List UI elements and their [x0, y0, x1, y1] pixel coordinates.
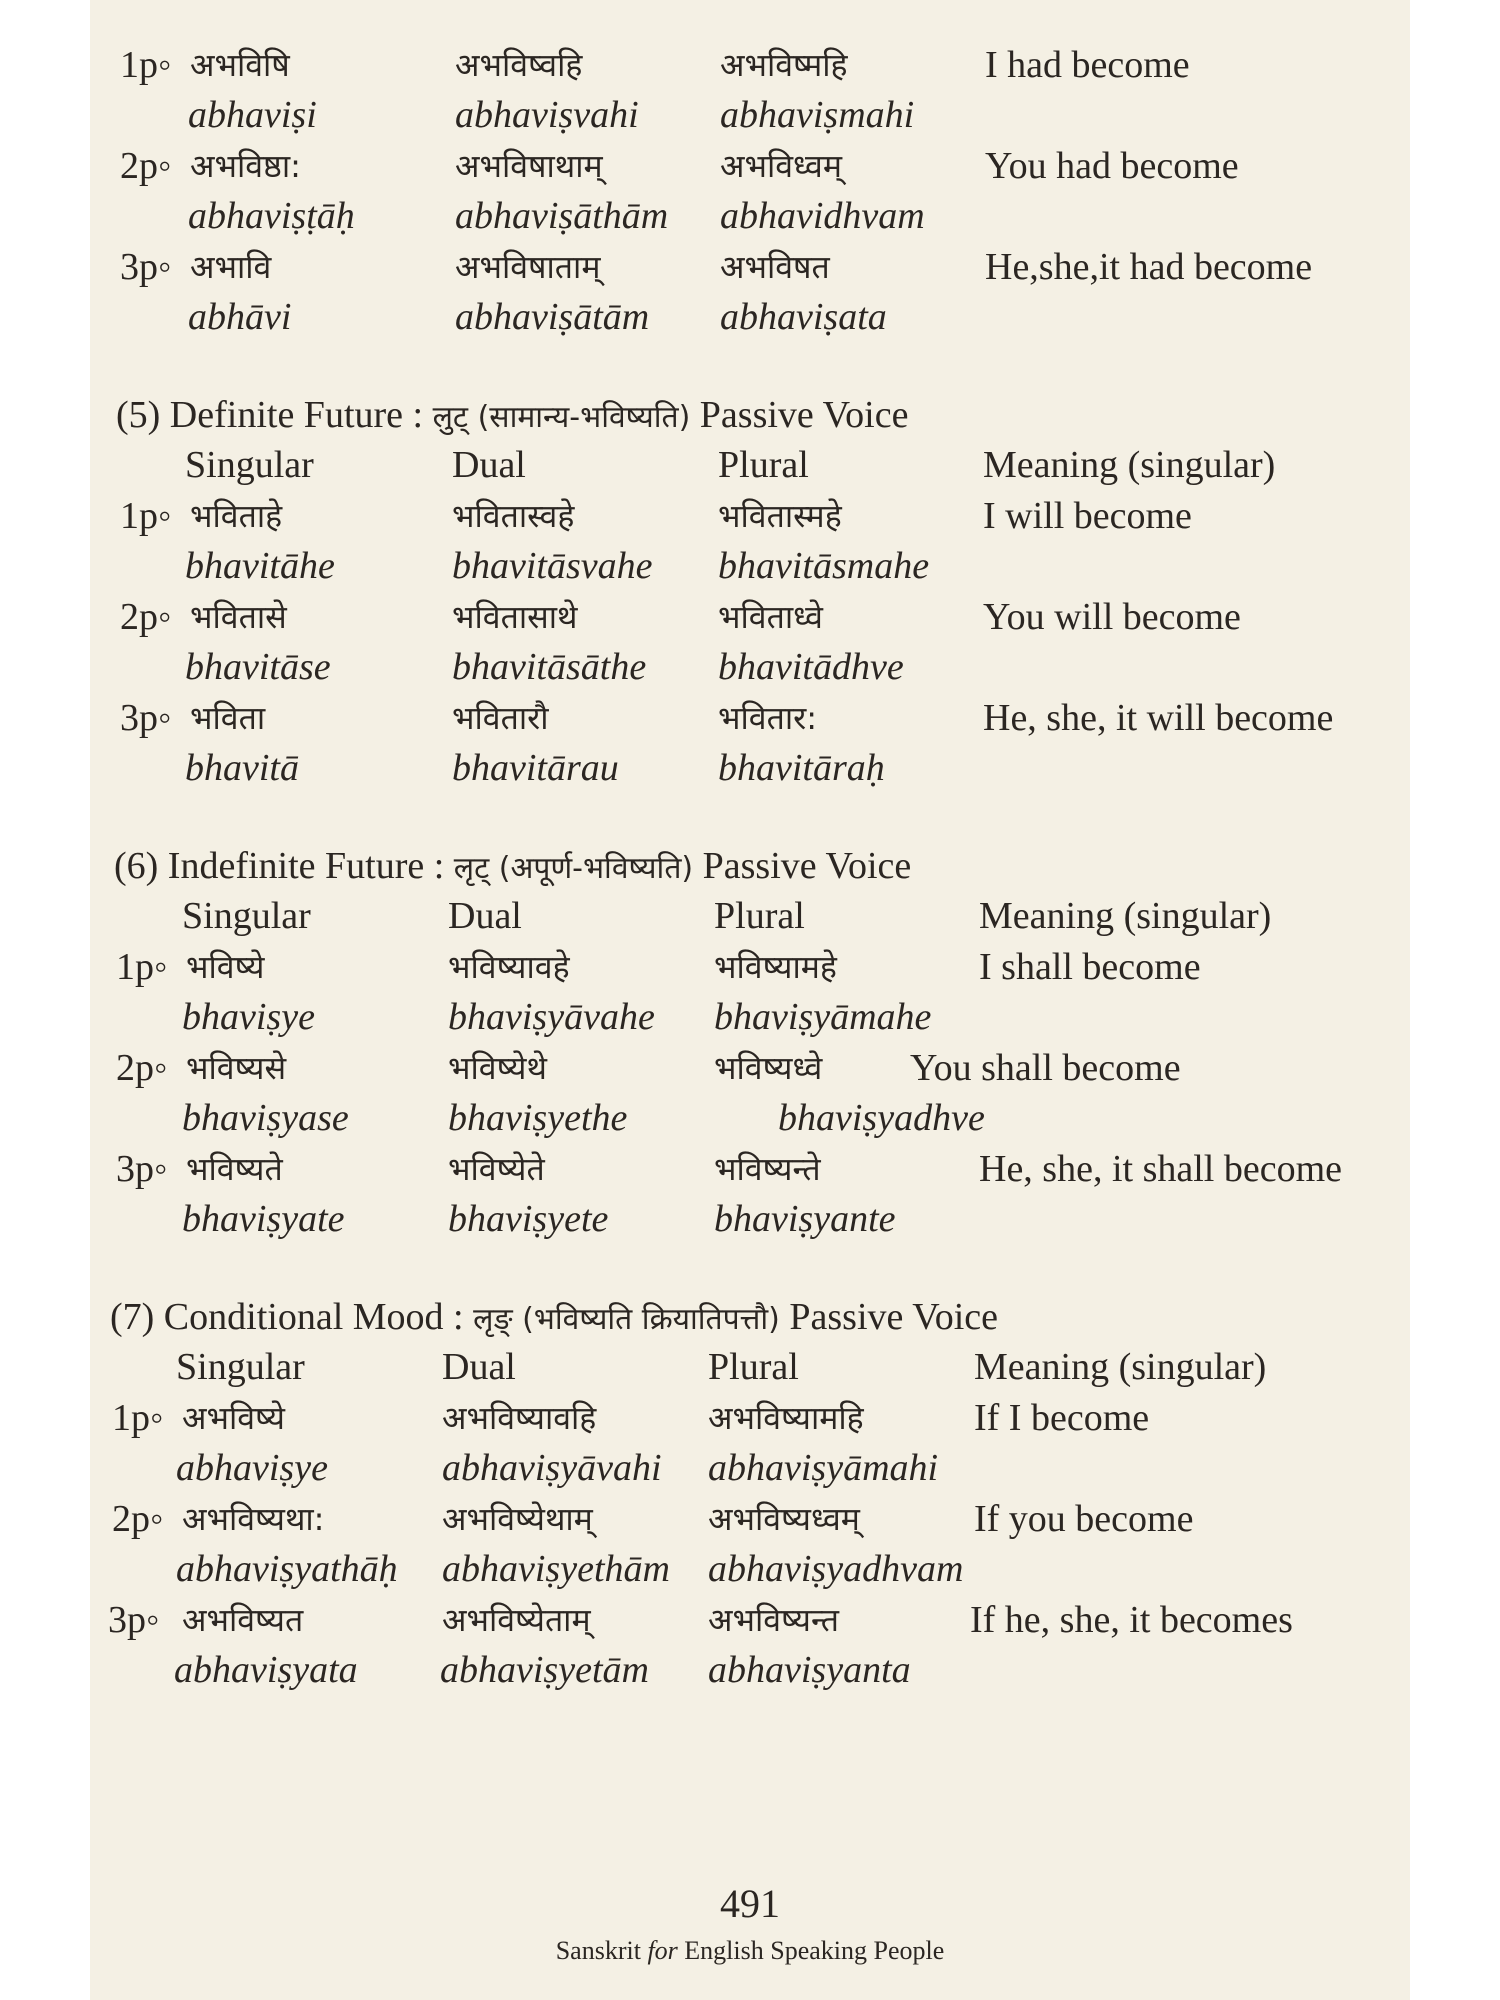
plural-devanagari: अभविषत [720, 248, 830, 286]
person-label: 1p◦ [112, 1397, 164, 1439]
singular-devanagari: भवितासे [190, 598, 287, 636]
meaning: If I become [974, 1397, 1150, 1439]
singular-translit: abhaviṣyata [174, 1649, 358, 1691]
singular-translit: bhavitā [185, 747, 299, 789]
dual-translit: bhaviṣyethe [448, 1097, 628, 1139]
section-voice: Passive Voice [779, 1296, 999, 1338]
singular-devanagari: अभविष्यथा: [182, 1500, 325, 1538]
running-footer [90, 1936, 1410, 1966]
dual-translit: abhaviṣyethām [442, 1548, 670, 1590]
section-title-devanagari: लुट् (सामान्य-भविष्यति) [432, 400, 691, 435]
header-plural: Plural [714, 895, 805, 937]
dual-devanagari: भवितास्वहे [452, 497, 575, 535]
section-title: (7) Conditional Mood : [110, 1296, 474, 1338]
dual-translit: abhaviṣyāvahi [442, 1447, 662, 1489]
plural-devanagari: अभविष्यध्वम् [708, 1500, 860, 1538]
meaning: He,she,it had become [985, 246, 1313, 288]
singular-translit: bhavitāse [185, 646, 331, 688]
dual-translit: bhaviṣyāvahe [448, 996, 655, 1038]
dual-devanagari: भविष्येथे [448, 1049, 547, 1087]
meaning: You will become [983, 596, 1241, 638]
singular-devanagari: अभविष्यत [182, 1601, 304, 1639]
plural-devanagari: भवितास्महे [718, 497, 842, 535]
section-title-devanagari: लृट् (अपूर्ण-भविष्यति) [453, 851, 694, 886]
meaning: You had become [985, 145, 1239, 187]
footer-text-post: English Speaking People [677, 1936, 945, 1965]
header-dual: Dual [442, 1346, 516, 1388]
section-title: (5) Definite Future : [116, 394, 433, 436]
dual-translit: bhavitāsāthe [452, 646, 647, 688]
dual-devanagari: भवितासाथे [452, 598, 578, 636]
section-title: (6) Indefinite Future : [114, 845, 454, 887]
singular-translit: bhavitāhe [185, 545, 335, 587]
footer-text-italic: for [647, 1936, 678, 1965]
person-label: 3p◦ [108, 1599, 160, 1641]
dual-devanagari: अभविष्वहि [455, 46, 583, 84]
singular-devanagari: भविष्यते [186, 1150, 283, 1188]
dual-translit: bhavitāsvahe [452, 545, 653, 587]
singular-devanagari: भविताहे [190, 497, 283, 535]
dual-translit: abhaviṣātām [455, 296, 650, 338]
singular-devanagari: अभविषि [190, 46, 290, 84]
singular-devanagari: अभविष्ठा: [190, 147, 301, 185]
section-6-heading [114, 843, 911, 892]
singular-translit: abhaviṣi [188, 94, 317, 136]
meaning: You shall become [910, 1047, 1181, 1089]
header-dual: Dual [452, 444, 526, 486]
dual-devanagari: भविष्यावहे [448, 948, 570, 986]
singular-translit: abhaviṣyathāḥ [176, 1548, 398, 1590]
person-label: 2p◦ [120, 596, 172, 638]
person-label: 2p◦ [120, 145, 172, 187]
person-label: 3p◦ [120, 246, 172, 288]
singular-devanagari: अभावि [190, 248, 272, 286]
header-meaning: Meaning (singular) [979, 895, 1272, 937]
dual-devanagari: अभविषाथाम् [455, 147, 603, 185]
plural-translit: abhaviṣata [720, 296, 887, 338]
plural-devanagari: भविष्यामहे [714, 948, 837, 986]
dual-devanagari: अभविषाताम् [455, 248, 601, 286]
singular-translit: bhaviṣye [182, 996, 315, 1038]
plural-translit: abhavidhvam [720, 195, 925, 237]
plural-devanagari: अभविष्यामहि [708, 1399, 864, 1437]
section-voice: Passive Voice [693, 845, 912, 887]
section-title-devanagari: लृङ् (भविष्यति क्रियातिपत्तौ) [473, 1302, 780, 1337]
plural-translit: bhaviṣyāmahe [714, 996, 932, 1038]
plural-devanagari: भविष्यन्ते [714, 1150, 821, 1188]
singular-translit: abhāvi [188, 296, 292, 338]
person-label: 2p◦ [112, 1498, 164, 1540]
section-5-heading [116, 392, 908, 441]
dual-translit: abhaviṣvahi [455, 94, 639, 136]
header-meaning: Meaning (singular) [974, 1346, 1267, 1388]
person-label: 1p◦ [120, 44, 172, 86]
plural-devanagari: अभविध्वम् [720, 147, 842, 185]
page-number: 491 [720, 1881, 780, 1926]
dual-devanagari: भविष्येते [448, 1150, 545, 1188]
page-content [90, 0, 1410, 2000]
section-7-heading [110, 1294, 998, 1343]
dual-translit: abhaviṣyetām [440, 1649, 649, 1691]
footer-text-pre: Sanskrit [555, 1936, 648, 1965]
dual-devanagari: अभविष्यावहि [442, 1399, 597, 1437]
plural-devanagari: अभविष्यन्त [708, 1601, 840, 1639]
plural-translit: bhavitāraḥ [718, 747, 885, 789]
person-label: 2p◦ [116, 1047, 168, 1089]
meaning: He, she, it will become [983, 697, 1334, 739]
plural-translit: abhaviṣyadhvam [708, 1548, 964, 1590]
person-label: 3p◦ [120, 697, 172, 739]
plural-translit: abhaviṣyāmahi [708, 1447, 939, 1489]
dual-translit: bhaviṣyete [448, 1198, 609, 1240]
dual-devanagari: भवितारौ [452, 699, 549, 737]
plural-devanagari: भवितार: [718, 699, 817, 737]
meaning: I will become [983, 495, 1192, 537]
header-meaning: Meaning (singular) [983, 444, 1276, 486]
plural-translit: abhaviṣyanta [708, 1649, 911, 1691]
dual-translit: bhavitārau [452, 747, 619, 789]
singular-devanagari: भविष्यसे [186, 1049, 287, 1087]
book-page [90, 0, 1410, 2000]
meaning: If you become [974, 1498, 1194, 1540]
plural-translit: abhaviṣmahi [720, 94, 915, 136]
plural-translit: bhaviṣyadhve [778, 1097, 985, 1139]
plural-translit: bhaviṣyante [714, 1198, 896, 1240]
meaning: If he, she, it becomes [970, 1599, 1293, 1641]
meaning: He, she, it shall become [979, 1148, 1343, 1190]
singular-translit: abhaviṣṭāḥ [188, 195, 355, 237]
person-label: 3p◦ [116, 1148, 168, 1190]
plural-devanagari: अभविष्महि [720, 46, 848, 84]
plural-translit: bhavitāsmahe [718, 545, 930, 587]
meaning: I had become [985, 44, 1190, 86]
header-plural: Plural [708, 1346, 799, 1388]
header-dual: Dual [448, 895, 522, 937]
dual-translit: abhaviṣāthām [455, 195, 669, 237]
singular-translit: abhaviṣye [176, 1447, 328, 1489]
header-singular: Singular [176, 1346, 305, 1388]
person-label: 1p◦ [120, 495, 172, 537]
singular-translit: bhaviṣyase [182, 1097, 349, 1139]
person-label: 1p◦ [116, 946, 168, 988]
plural-devanagari: भविष्यध्वे [714, 1049, 823, 1087]
meaning: I shall become [979, 946, 1201, 988]
plural-translit: bhavitādhve [718, 646, 904, 688]
plural-devanagari: भविताध्वे [718, 598, 823, 636]
header-plural: Plural [718, 444, 809, 486]
dual-devanagari: अभविष्येथाम् [442, 1500, 593, 1538]
singular-devanagari: अभविष्ये [182, 1399, 285, 1437]
header-singular: Singular [185, 444, 314, 486]
singular-devanagari: भविष्ये [186, 948, 265, 986]
singular-translit: bhaviṣyate [182, 1198, 345, 1240]
header-singular: Singular [182, 895, 311, 937]
singular-devanagari: भविता [190, 699, 266, 737]
section-voice: Passive Voice [690, 394, 909, 436]
dual-devanagari: अभविष्येताम् [442, 1601, 591, 1639]
